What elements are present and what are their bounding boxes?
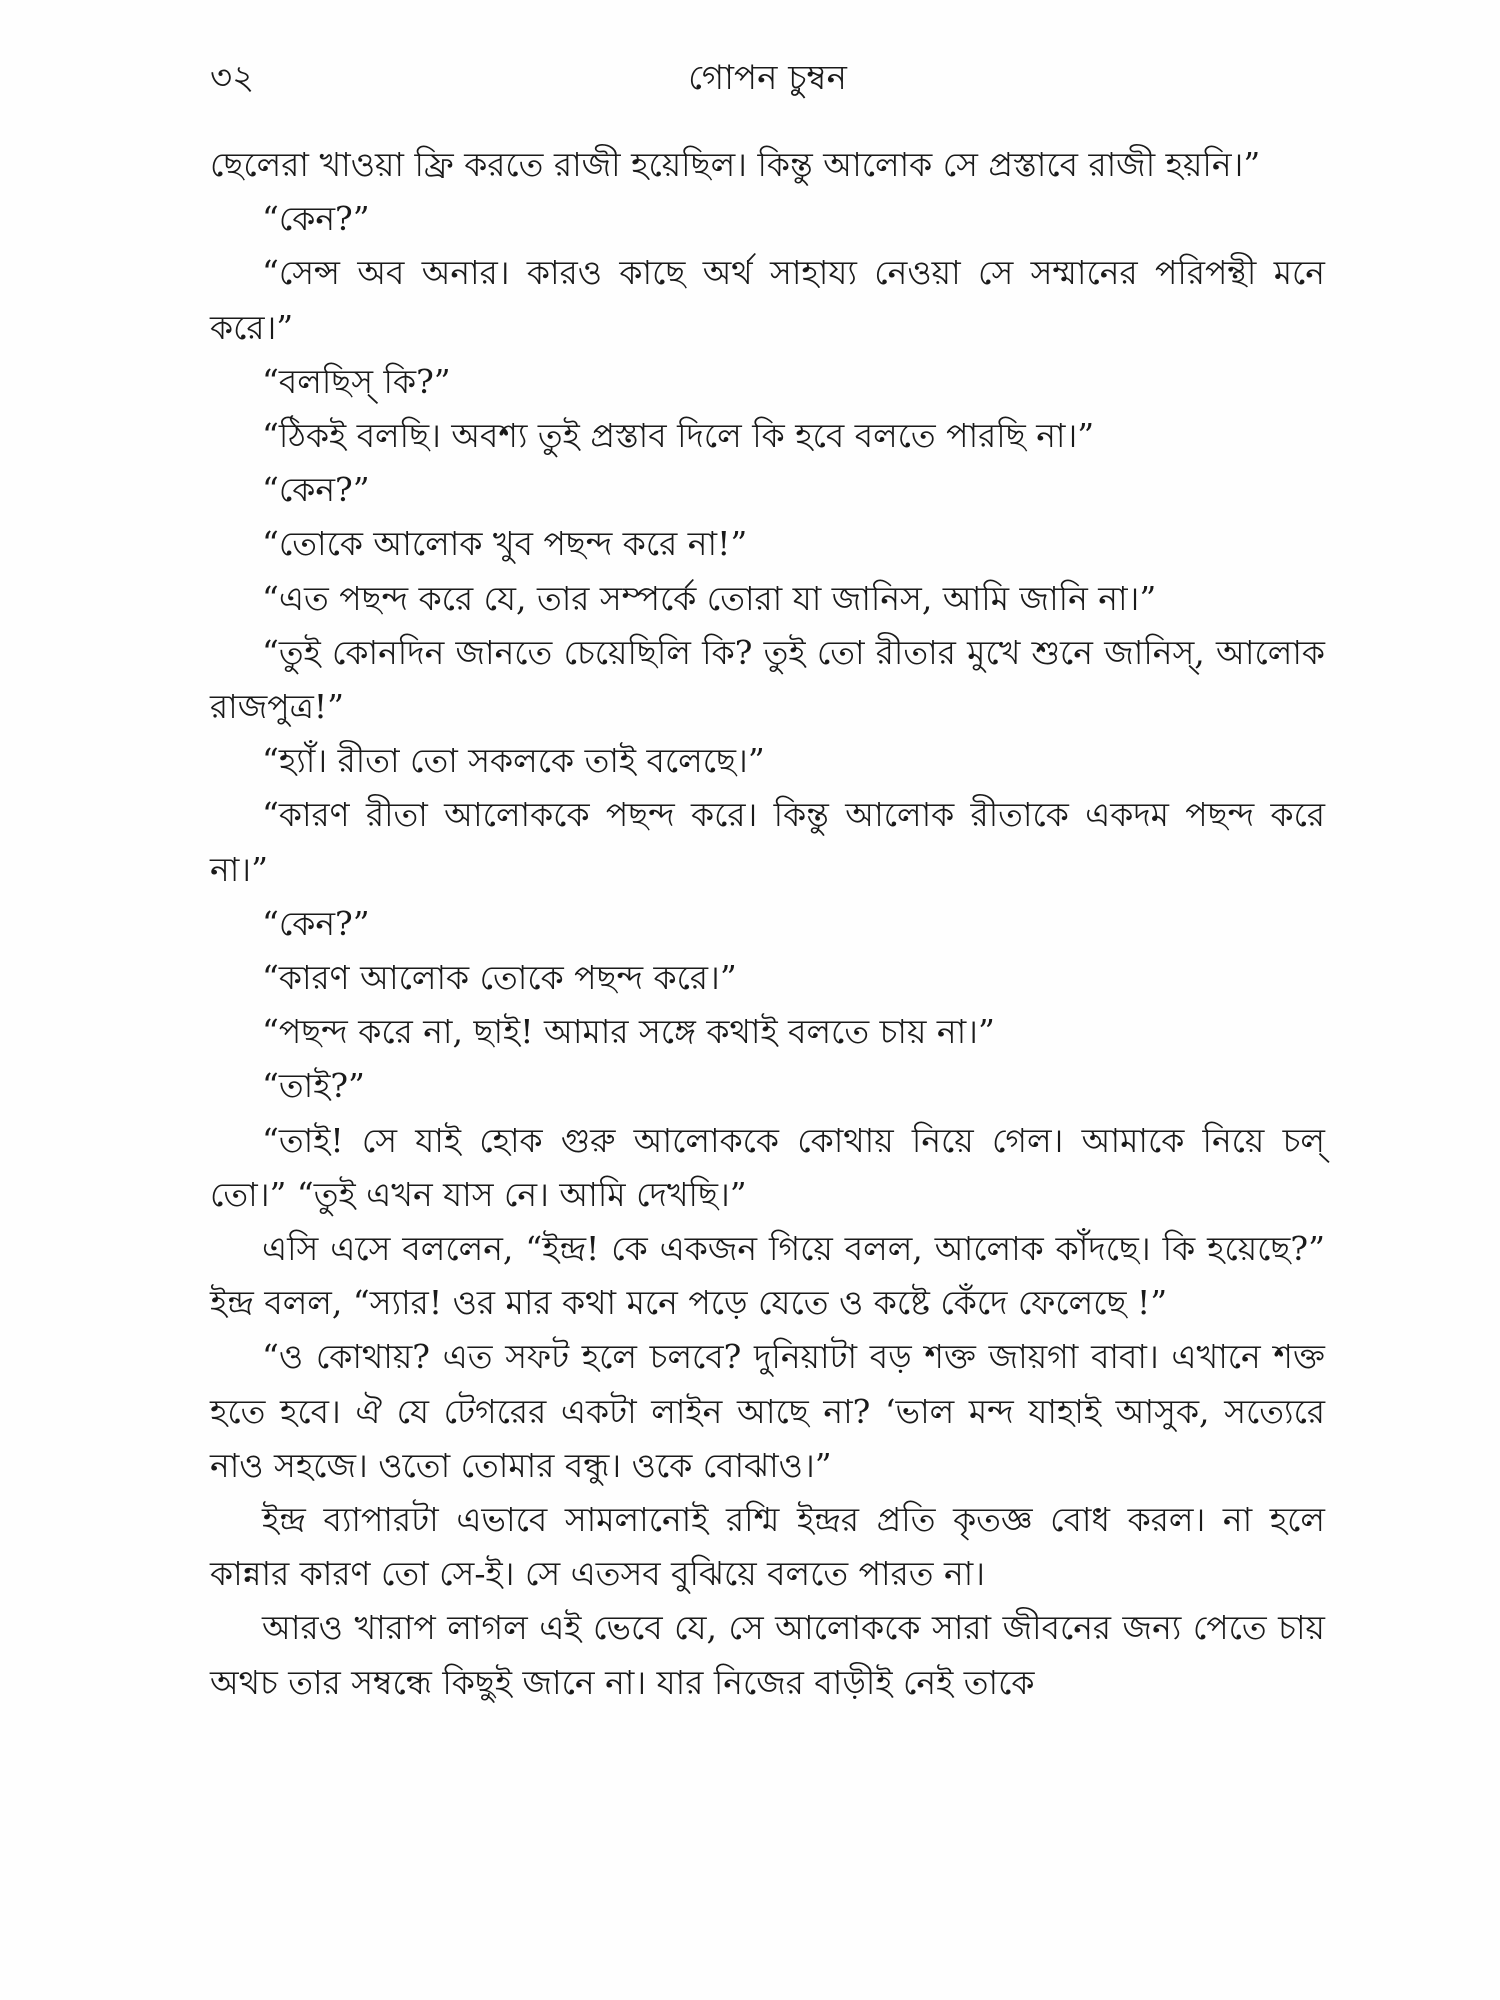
paragraph: আরও খারাপ লাগল এই ভেবে যে, সে আলোককে সারা জীবনের জন্য পেতে চায় অথচ তার সম্বন্ধে কিছুই জানে না। যার নিজের বাড়ীই নেই তাকে: [210, 1608, 1325, 1702]
page-number: ৩২: [210, 58, 255, 98]
paragraph: “এত পছন্দ করে যে, তার সম্পর্কে তোরা যা জানিস, আমি জানি না।”: [262, 578, 1157, 618]
paragraph: ছেলেরা খাওয়া ফ্রি করতে রাজী হয়েছিল। কিন্তু আলোক সে প্রস্তাবে রাজী হয়নি।”: [210, 145, 1261, 184]
running-title: গোপন চুম্বন: [688, 58, 847, 98]
paragraph: এসি এসে বললেন, “ইন্দ্র! কে একজন গিয়ে বলল, আলোক কাঁদছে। কি হয়েছে?” ইন্দ্র বলল, “স্যার! ওর মার কথা মনে পড়ে যেতে ও কষ্টে কেঁদে ফেলেছে !”: [210, 1229, 1325, 1323]
paragraph: “ও কোথায়? এত সফট হলে চলবে? দুনিয়াটা বড় শক্ত জায়গা বাবা। এখানে শক্ত হতে হবে। ঐ যে টেগরের একটা লাইন আছে না? ‘ভাল মন্দ যাহাই আসুক, সত্যেরে নাও সহজে। ওতো তোমার বন্ধু। ওকে বোঝাও।”: [210, 1337, 1325, 1485]
paragraph: “সেন্স অব অনার। কারও কাছে অর্থ সাহায্য নেওয়া সে সম্মানের পরিপন্থী মনে করে।”: [210, 253, 1325, 347]
paragraph: “কেন?”: [262, 470, 370, 510]
page-header: [210, 48, 1325, 108]
paragraph: “কারণ আলোক তোকে পছন্দ করে।”: [262, 958, 737, 998]
paragraph: “তুই কোনদিন জানতে চেয়েছিলি কি? তুই তো রীতার মুখে শুনে জানিস্, আলোক রাজপুত্র!”: [210, 632, 1325, 727]
paragraph: “হ্যাঁ। রীতা তো সকলকে তাই বলেছে।”: [262, 741, 765, 781]
paragraph: “কেন?”: [262, 903, 370, 943]
paragraph: “পছন্দ করে না, ছাই! আমার সঙ্গে কথাই বলতে চায় না।”: [262, 1012, 995, 1052]
paragraph: “তাই! সে যাই হোক গুরু আলোককে কোথায় নিয়ে গেল। আমাকে নিয়ে চল্ তো।” “তুই এখন যাস নে। আমি দেখছি।”: [210, 1120, 1325, 1214]
paragraph: ইন্দ্র ব্যাপারটা এভাবে সামলানোই রশ্মি ইন্দ্রর প্রতি কৃতজ্ঞ বোধ করল। না হলে কান্নার কারণ তো সে-ই। সে এতসব বুঝিয়ে বলতে পারত না।: [210, 1500, 1325, 1594]
paragraph: “বলছিস্ কি?”: [262, 361, 451, 401]
paragraph: “তাই?”: [262, 1066, 365, 1106]
paragraph: “ঠিকই বলছি। অবশ্য তুই প্রস্তাব দিলে কি হবে বলতে পারছি না।”: [262, 416, 1095, 456]
paragraph: “তোকে আলোক খুব পছন্দ করে না!”: [262, 524, 748, 564]
paragraph: “কারণ রীতা আলোককে পছন্দ করে। কিন্তু আলোক রীতাকে একদম পছন্দ করে না।”: [210, 795, 1325, 889]
body-text: [210, 138, 1325, 1710]
paragraph: “কেন?”: [262, 199, 370, 239]
